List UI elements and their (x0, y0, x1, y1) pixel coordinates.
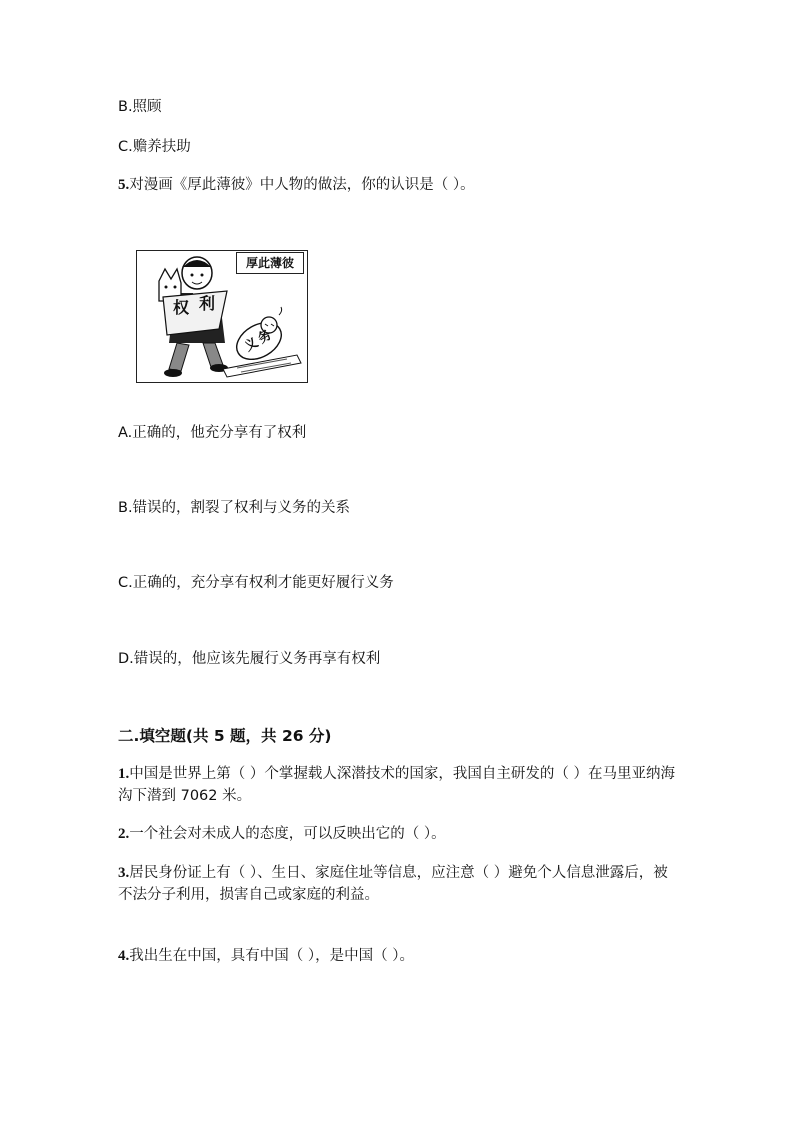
cartoon-word-li: 利 (199, 294, 216, 313)
question-text: 对漫画《厚此薄彼》中人物的做法，你的认识是（ ）。 (129, 177, 475, 193)
fill-question-1 (118, 763, 678, 807)
question-5 (118, 174, 475, 196)
question-text: 中国是世界上第（ ）个掌握载人深潜技术的国家，我国自主研发的（ ）在马里亚纳海沟下潜到 7062 米。 (118, 766, 675, 804)
q5-option-b: B.错误的，割裂了权利与义务的关系 (118, 500, 351, 516)
fill-question-3 (118, 862, 678, 906)
question-text: 居民身份证上有（ ）、生日、家庭住址等信息，应注意（ ）避免个人信息泄露后，被不法分子利用，损害自己或家庭的利益。 (118, 865, 668, 903)
question-text: 我出生在中国，具有中国（ ），是中国（ ）。 (129, 948, 414, 964)
cartoon-title-label: 厚此薄彼 (236, 252, 304, 274)
q5-option-a: A.正确的，他充分享有了权利 (118, 425, 307, 441)
q5-option-c: C.正确的，充分享有权利才能更好履行义务 (118, 575, 394, 591)
question-number: 1. (118, 766, 130, 782)
fill-question-2 (118, 823, 678, 845)
section-title-fill-in: 二.填空题(共 5 题，共 26 分) (118, 727, 332, 745)
question-number: 5. (118, 177, 130, 193)
option-b-care: B.照顾 (118, 99, 162, 115)
cartoon-word-wu: 务 (255, 327, 275, 347)
q5-option-d: D.错误的，他应该先履行义务再享有权利 (118, 651, 381, 667)
option-c-support: C.赡养扶助 (118, 139, 191, 155)
cartoon-word-quan: 权 (173, 298, 190, 317)
question-number: 3. (118, 865, 130, 881)
question-text: 一个社会对未成人的态度，可以反映出它的（ ）。 (129, 826, 446, 842)
cartoon-word-yi: 义 (242, 335, 262, 355)
question-number: 2. (118, 826, 130, 842)
fill-question-4 (118, 945, 678, 967)
question-number: 4. (118, 948, 130, 964)
